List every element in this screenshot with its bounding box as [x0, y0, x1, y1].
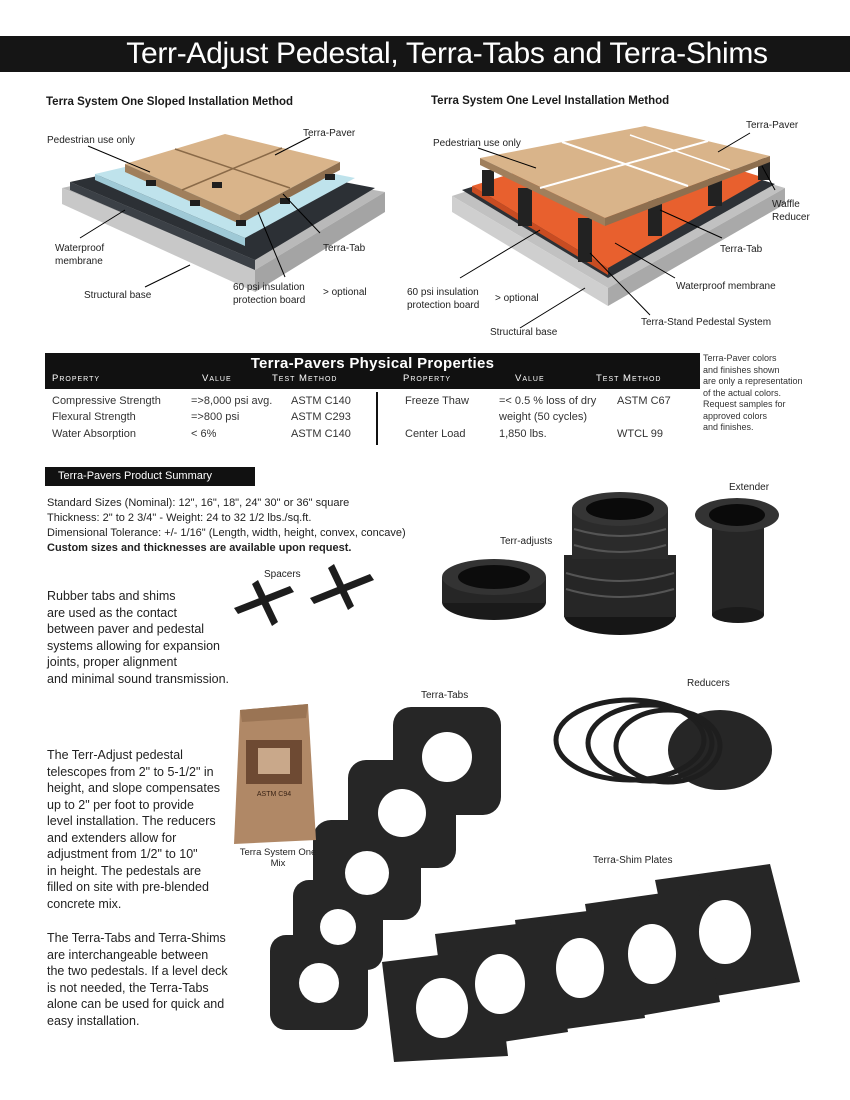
sloped-paver-label: Terra-Paver [303, 128, 356, 139]
method-flexural: ASTM C293 [291, 411, 351, 423]
reducers-image [550, 688, 780, 793]
shim-plates-label: Terra-Shim Plates [593, 855, 673, 866]
level-base-label: Structural base [490, 327, 558, 338]
level-tab-label: Terra-Tab [720, 244, 763, 255]
val-absorption: < 6% [191, 428, 217, 440]
col-header-property: Property [52, 373, 101, 384]
level-pedestrian-label: Pedestrian use only [433, 138, 521, 149]
tabs-shims-paragraph: The Terra-Tabs and Terra-Shims are interchangeable between the two pedestals. If a level deck is not needed, the Terra-Tabs alone can be used for quick and easy installation. [47, 931, 228, 1028]
col-header-method: Test Method [272, 373, 338, 384]
val-freeze-1: =< 0.5 % loss of dry [499, 395, 597, 407]
sloped-insulation-label-2: protection board [233, 295, 306, 306]
pedestals-image [440, 485, 790, 645]
val-freeze-2: weight (50 cycles) [499, 411, 588, 423]
summary-title: Terra-Pavers Product Summary [45, 467, 255, 486]
col-header-value: Value [202, 373, 232, 384]
val-center-load: 1,850 lbs. [499, 428, 547, 440]
level-membrane-label: Waterproof membrane [676, 281, 776, 292]
shim-plates-image [380, 862, 805, 1062]
color-disclaimer: Terra-Paver colors and finishes shown are only a representation of the actual colors. Request samples for approved colors and finishes. [703, 353, 803, 432]
properties-title: Terra-Pavers Physical Properties [250, 355, 495, 372]
level-method-title: Terra System One Level Installation Method [431, 95, 670, 107]
level-insulation-label-1: 60 psi insulation [407, 287, 479, 298]
method-absorption: ASTM C140 [291, 428, 351, 440]
spacers-label: Spacers [264, 569, 301, 580]
method-freeze: ASTM C67 [617, 395, 671, 407]
sloped-base-label: Structural base [84, 290, 152, 301]
properties-header-bar [45, 353, 700, 389]
waffle-label-1: Waffle [772, 199, 800, 210]
method-center-load: WTCL 99 [617, 428, 664, 440]
table-divider [376, 392, 378, 445]
sloped-optional-label: > optional [323, 287, 367, 298]
terr-adjust-paragraph: The Terr-Adjust pedestal telescopes from 2" to 5-1/2" in height, and slope compensates up to 2" per foot to provide level installation. The reducers and extenders allow for adjustment from 1/2" to 10" in height. The pedestals are filled on site with pre-blended concrete mix. [47, 748, 221, 911]
concrete-mix-label: Terra System One Mix [239, 847, 317, 869]
prop-freeze: Freeze Thaw [405, 395, 469, 407]
sloped-membrane-label-2: membrane [55, 256, 103, 267]
sloped-tab-label: Terra-Tab [323, 243, 366, 254]
terr-adjusts-label: Terr-adjusts [500, 536, 553, 547]
prop-flexural: Flexural Strength [52, 411, 136, 423]
page-title: Terr-Adjust Pedestal, Terra-Tabs and Terra-Shims [0, 36, 850, 72]
sloped-insulation-label-1: 60 psi insulation [233, 282, 305, 293]
rubber-tabs-paragraph: Rubber tabs and shims are used as the contact between paver and pedestal systems allowing for expansion joints, proper alignment and minimal sound transmission. [47, 589, 230, 686]
prop-compressive: Compressive Strength [52, 395, 161, 407]
level-insulation-label-2: protection board [407, 300, 480, 311]
terra-tabs-label: Terra-Tabs [421, 690, 469, 701]
reducers-label: Reducers [687, 678, 730, 689]
waffle-label-2: Reducer [772, 212, 810, 223]
bag-text: ASTM C94 [256, 791, 292, 798]
val-flexural: =>800 psi [191, 411, 240, 423]
method-compressive: ASTM C140 [291, 395, 351, 407]
summary-block: Standard Sizes (Nominal): 12", 16", 18", 24" 30" or 36" square Thickness: 2" to 2 3/4" - Weight: 24 to 32 1/2 lbs./sq.ft. Dimensional Tolerance: +/- 1/16" (Length, width, height, convex, concave) Custom sizes and thicknesses are available upon request. [47, 497, 406, 554]
col-header-property-2: Property [403, 373, 452, 384]
spacers-image [230, 566, 380, 626]
level-stand-label: Terra-Stand Pedestal System [641, 317, 772, 328]
sloped-membrane-label-1: Waterproof [55, 243, 105, 254]
sloped-pedestrian-label: Pedestrian use only [47, 135, 135, 146]
level-paver-label: Terra-Paver [746, 120, 799, 131]
prop-center-load: Center Load [405, 428, 466, 440]
extender-label: Extender [729, 482, 770, 493]
col-header-method-2: Test Method [596, 373, 662, 384]
sloped-method-title: Terra System One Sloped Installation Method [46, 96, 294, 108]
prop-absorption: Water Absorption [52, 428, 136, 440]
level-optional-label: > optional [495, 293, 539, 304]
val-compressive: =>8,000 psi avg. [191, 395, 273, 407]
col-header-value-2: Value [515, 373, 545, 384]
concrete-mix-bag-image [230, 700, 320, 848]
